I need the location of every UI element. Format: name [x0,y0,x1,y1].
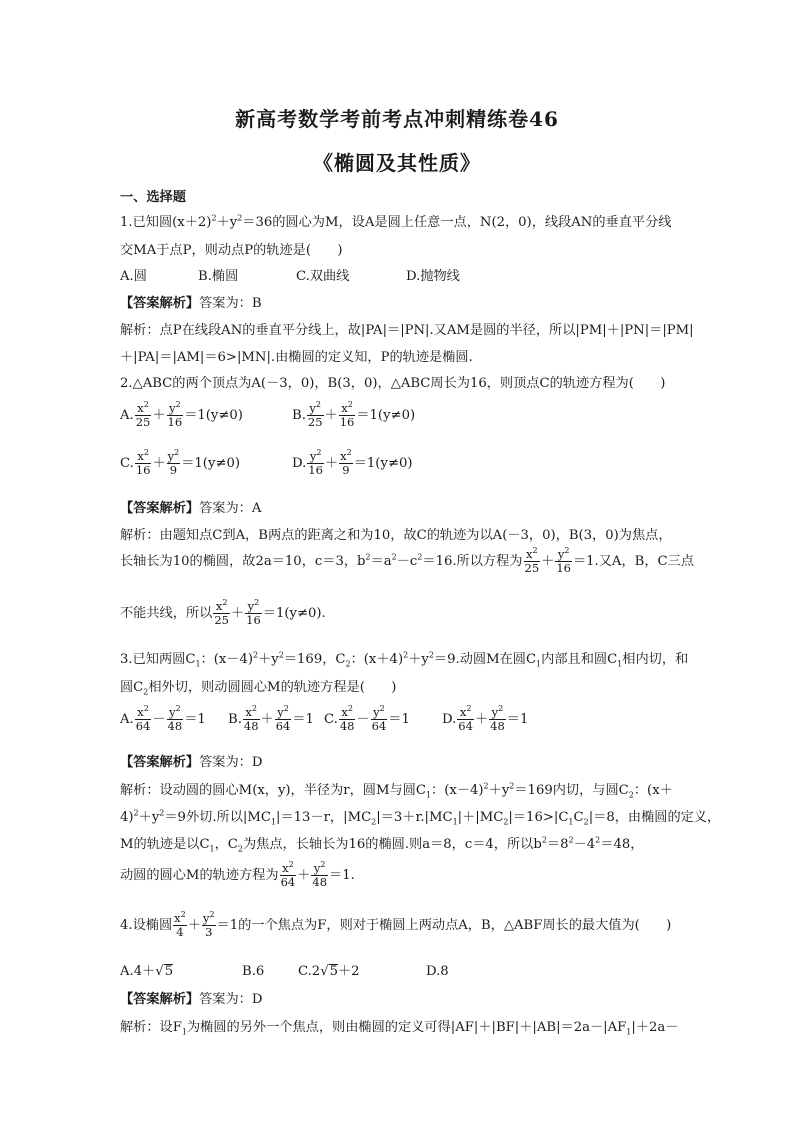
q2-solution-line2: 长轴长为10的椭圆，故2a＝10，c＝3，$b^2=a^2-c^2=16$.所以方程为 $\frac{x^2}{25}$ ＋ $\frac{y^2}{16}$ ＝1.又A，B，C三点 [120,546,694,575]
q4-options [120,960,449,979]
q3-solution-line1: 解析：设动圆的圆心M(x，y)，半径为r，圆M与圆$C_1$：$(x-4)^2+y^2=169$内切，与圆$C_2$：(x＋ [120,781,673,800]
page-title: 新高考数学考前考点冲刺精练卷46 [235,107,559,131]
q4-option-d: D.8 [426,964,449,979]
q4-option-b: B.6 [242,964,265,979]
q4-option-c: C.2√5＋2 [298,964,360,979]
q1-solution-line1: 解析：点P在线段AN的垂直平分线上，故|PA|＝|PN|.又AM是圆的半径，所以|PM|＋|PN|＝|PM| [120,323,694,338]
q1-answer: 【答案解析】答案为：B [120,296,262,311]
q1-options [120,265,460,284]
q3-option-c: C. $\frac{x^2}{48}$ － $\frac{y^2}{64}$ ＝1 [324,704,410,733]
q3-solution-line2: $4)^2+y^2=9$外切.所以$|MC_1|=13-r$，$|MC_2|=3+r.|MC_1|+|MC_2|=16>|C_1C_2|=8$，由椭圆的定义， [120,808,721,827]
q1-option-c: C.双曲线 [296,269,350,284]
q3-stem-line2: 圆$C_2$相外切，则动圆圆心M的轨迹方程是( ) [120,680,397,697]
q3-answer: 【答案解析】答案为：D [120,755,263,770]
q4-stem: 4.设椭圆 $\frac{x^2}{4}$ ＋ $\frac{y^2}{3}$ ＝1的一个焦点为F，则对于椭圆上两动点A，B，△ABF周长的最大值为( ) [120,910,672,939]
q3-solution-line4: 动圆的圆心M的轨迹方程为 $\frac{x^2}{64}$ ＋ $\frac{y^2}{48}$ ＝1. [120,860,355,889]
q1-option-d: D.抛物线 [406,269,460,284]
q3-option-a: A. $\frac{x^2}{64}$ － $\frac{y^2}{48}$ ＝1 [120,704,206,733]
q1-solution-line2: ＋|PA|＝|AM|＝6>|MN|.由椭圆的定义知，P的轨迹是椭圆. [120,350,473,365]
q2-option-a: A. $\frac{x^2}{25}$ ＋ $\frac{y^2}{16}$ ＝1(y≠0) [120,400,243,429]
q3-stem-line1: 3.已知两圆$C_1$：$(x-4)^2+y^2=169$，$C_2$：$(x+4)^2+y^2=9$.动圆M在圆$C_1$内部且和圆$C_1$相内切，和 [120,650,689,669]
q3-option-d: D. $\frac{x^2}{64}$ ＋ $\frac{y^2}{48}$ ＝1 [442,704,529,733]
section-heading: 一、选择题 [120,190,186,205]
q3-solution-line3: M的轨迹是以$C_1$，$C_2$为焦点，长轴长为16的椭圆.则a＝8，c＝4，所以$b^2=8^2-4^2=48$， [120,835,644,854]
page-subtitle: 《椭圆及其性质》 [313,151,481,175]
q1-option-a: A.圆 [120,269,147,284]
q2-stem: 2.△ABC的两个顶点为A(－3，0)，B(3，0)，△ABC周长为16，则顶点C的轨迹方程为( ) [120,376,666,391]
q1-stem-line2: 交MA于点P，则动点P的轨迹是( ) [120,243,343,258]
q4-solution-line1: 解析：设$F_1$为椭圆的另外一个焦点，则由椭圆的定义可得$|AF|+|BF|+|AB|=2a-|AF_1|+2a-$ [120,1020,679,1037]
q3-options [120,706,528,733]
q2-options-row2 [120,450,412,477]
q1-option-b: B.椭圆 [198,269,239,284]
q2-option-d: D. $\frac{y^2}{16}$ ＋ $\frac{x^2}{9}$ ＝1(y≠0) [292,448,413,477]
q2-option-b: B. $\frac{y^2}{25}$ ＋ $\frac{x^2}{16}$ ＝1(y≠0) [292,400,416,429]
q1-stem-line1: 1.已知圆$(x+2)^2+y^2=36$的圆心为M，设A是圆上任意一点，N(2，0)，线段AN的垂直平分线 [120,213,672,230]
q4-answer: 【答案解析】答案为：D [120,992,263,1007]
q2-solution-line3: 不能共线，所以 $\frac{x^2}{25}$ ＋ $\frac{y^2}{16}$ ＝1(y≠0). [120,598,326,627]
q2-option-c: C. $\frac{x^2}{16}$ ＋ $\frac{y^2}{9}$ ＝1(y≠0) [120,448,240,477]
q3-option-b: B. $\frac{x^2}{48}$ ＋ $\frac{y^2}{64}$ ＝1 [228,704,314,733]
q2-options-row1 [120,402,415,429]
q2-solution-line1: 解析：由题知点C到A，B两点的距离之和为10，故C的轨迹为以A(－3，0)，B(3，0)为焦点， [120,528,672,543]
q4-option-a: A.4＋√5 [120,964,174,979]
q2-answer: 【答案解析】答案为：A [120,501,262,516]
